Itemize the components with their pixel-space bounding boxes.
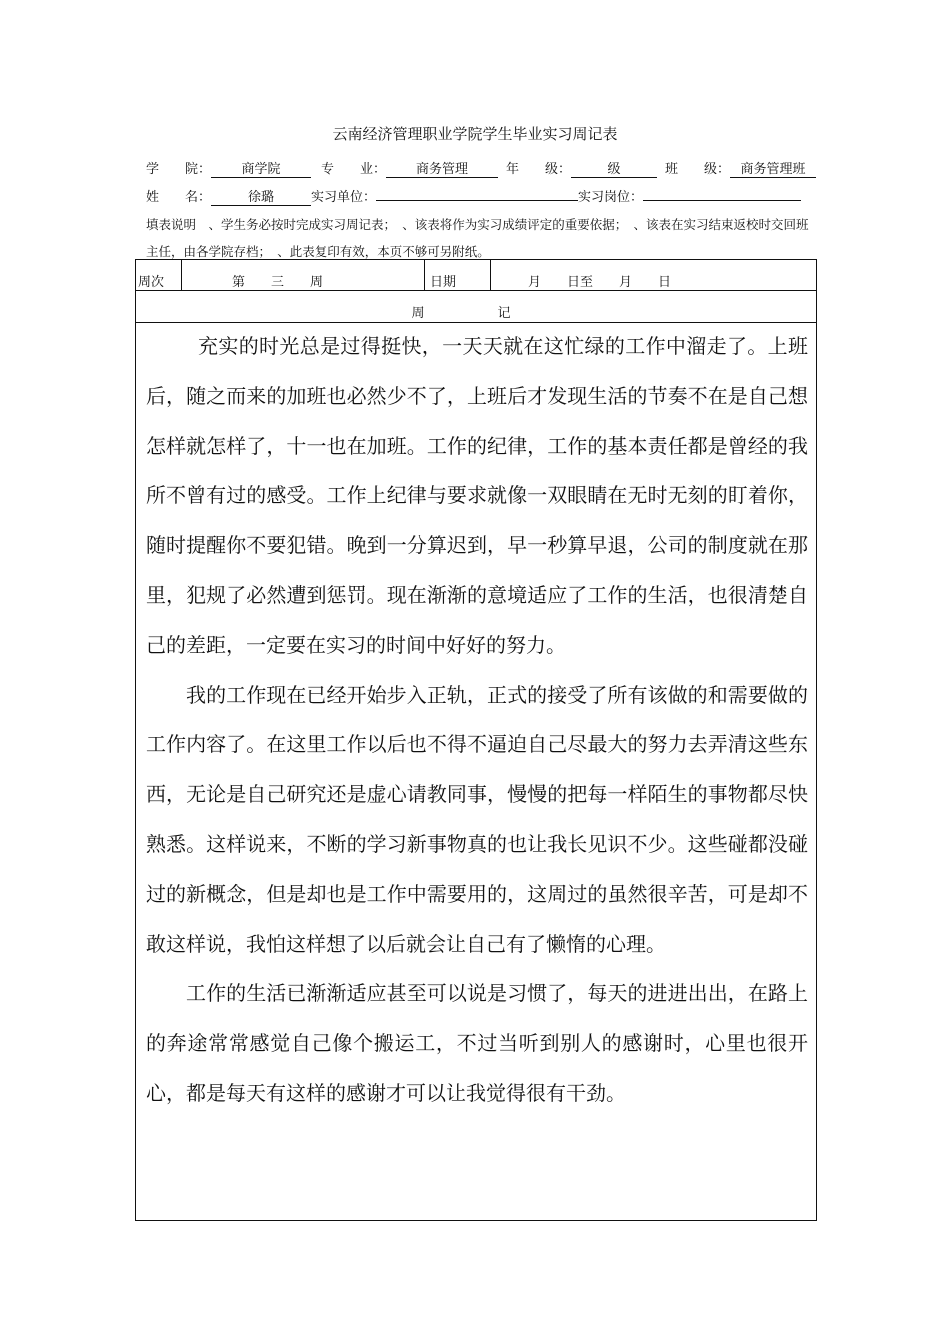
divider [424, 260, 425, 290]
journal-body[interactable] [146, 322, 808, 1119]
fill-instructions: 填表说明 、学生务必按时完成实习周记表； 、该表将作为实习成绩评定的重要依据； 、该表在实习结束返校时交回班主任，由各学院存档； 、此表复印有效，本页不够可另附纸。 [146, 217, 809, 259]
week-value[interactable]: 第 三 周 [232, 275, 324, 290]
info-row-1 [146, 158, 810, 178]
section-title: 周 记 [136, 290, 816, 323]
week-row [136, 260, 816, 291]
grade-label: 年 级： [506, 162, 572, 177]
date-label: 日期 [430, 275, 457, 290]
divider [490, 260, 491, 290]
class-label: 班 级： [665, 162, 731, 177]
journal-table [135, 259, 817, 1221]
college-field[interactable]: 商学院 [211, 163, 311, 178]
date-value[interactable]: 月 日至 月 日 [528, 275, 672, 290]
college-label: 学 院： [146, 162, 212, 177]
major-label: 专 业： [321, 162, 387, 177]
unit-field[interactable] [376, 200, 578, 201]
post-label: 实习岗位： [578, 190, 644, 205]
journal-paragraph-1: 充实的时光总是过得挺快，一天天就在这忙绿的工作中溜走了。上班后，随之而来的加班也必然少不了，上班后才发现生活的节奏不在是自己想怎样就怎样了，十一也在加班。工作的纪律，工作的基本责任都是曾经的我所不曾有过的感受。工作上纪律与要求就像一双眼睛在无时无刻的盯着你，随时提醒你不要犯错。晚到一分算迟到，早一秒算早退，公司的制度就在那里，犯规了必然遭到惩罚。现在渐渐的意境适应了工作的生活，也很清楚自己的差距，一定要在实习的时间中好好的努力。 [146, 334, 808, 657]
divider [181, 260, 182, 290]
grade-field[interactable]: 级 [571, 163, 657, 178]
journal-paragraph-2: 我的工作现在已经开始步入正轨，正式的接受了所有该做的和需要做的工作内容了。在这里工作以后也不得不逼迫自己尽最大的努力去弄清这些东西，无论是自己研究还是虚心请教同事，慢慢的把每一样陌生的事物都尽快熟悉。这样说来，不断的学习新事物真的也让我长见识不少。这些碰都没碰过的新概念，但是却也是工作中需要用的，这周过的虽然很辛苦，可是却不敢这样说，我怕这样想了以后就会让自己有了懒惰的心理。 [146, 682, 808, 956]
week-label: 周次 [138, 275, 165, 290]
class-field[interactable]: 商务管理班 [730, 163, 816, 178]
major-field[interactable]: 商务管理 [386, 163, 498, 178]
unit-label: 实习单位： [311, 190, 377, 205]
post-field[interactable] [643, 200, 801, 201]
journal-paragraph-3: 工作的生活已渐渐适应甚至可以说是习惯了，每天的进进出出，在路上的奔途常常感觉自己像个搬运工，不过当听到别人的感谢时，心里也很开心，都是每天有这样的感谢才可以让我觉得很有干劲。 [146, 981, 808, 1105]
name-label: 姓 名： [146, 190, 212, 205]
info-row-2 [146, 186, 810, 206]
name-field[interactable]: 徐璐 [211, 191, 311, 206]
form-title: 云南经济管理职业学院学生毕业实习周记表 [332, 125, 618, 143]
